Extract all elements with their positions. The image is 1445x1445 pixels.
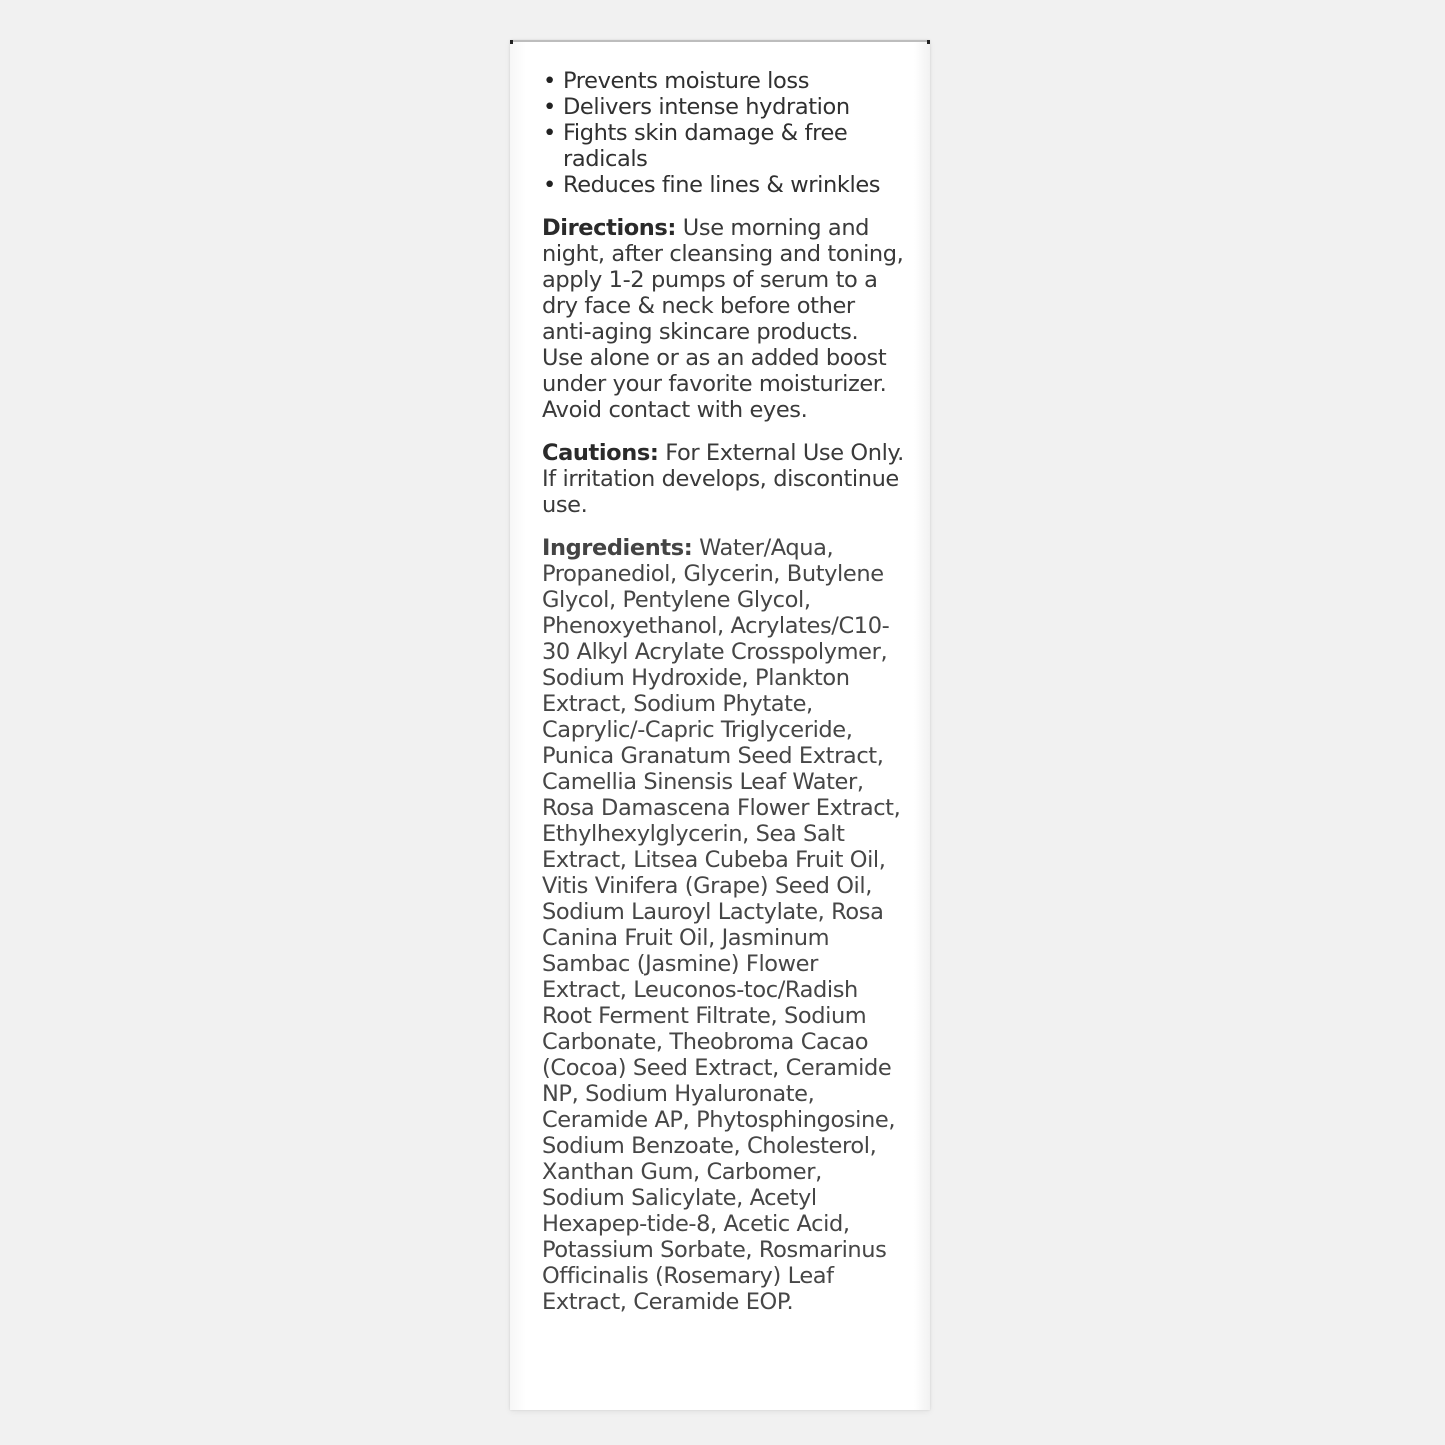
benefits-list [542,68,904,198]
benefit-item [542,120,904,172]
benefit-text: Fights skin damage & free radicals [563,120,848,172]
directions-heading: Directions: [542,215,677,241]
bullet-icon: • [543,94,556,120]
ingredients-section [542,535,904,1315]
cautions-body: For External Use Only. If irritation develops, discontinue use. [542,440,904,518]
benefit-item [542,68,904,94]
benefit-item [542,172,904,198]
ingredients-body: Water/Aqua, Propanediol, Glycerin, Butylene Glycol, Pentylene Glycol, Phenoxyethanol, Acrylates/C10-30 Alkyl Acrylate Crosspolymer, Sodium Hydroxide, Plankton Extract, Sodium Phytate, Caprylic/-Capric Triglyceride, Punica Granatum Seed Extract, Camellia Sinensis Leaf Water, Rosa Damascena Flower Extract, Ethylhexylglycerin, Sea Salt Extract, Litsea Cubeba Fruit Oil, Vitis Vinifera (Grape) Seed Oil, Sodium Lauroyl Lactylate, Rosa Canina Fruit Oil, Jasminum Sambac (Jasmine) Flower Extract, Leuconos-toc/Radish Root Ferment Filtrate, Sodium Carbonate, Theobroma Cacao (Cocoa) Seed Extract, Ceramide NP, Sodium Hyaluronate, Ceramide AP, Phytosphingosine, Sodium Benzoate, Cholesterol, Xanthan Gum, Carbomer, Sodium Salicylate, Acetyl Hexapep-tide-8, Acetic Acid, Potassium Sorbate, Rosmarinus Officinalis (Rosemary) Leaf Extract, Ceramide EOP. [542,535,901,1315]
bullet-icon: • [543,172,556,198]
cautions-heading: Cautions: [542,440,659,466]
bullet-icon: • [543,68,556,94]
box-corner-right [927,40,930,44]
benefit-text: Delivers intense hydration [563,94,850,120]
benefit-text: Prevents moisture loss [563,68,810,94]
benefit-text: Reduces fine lines & wrinkles [563,172,881,198]
box-corner-left [510,40,513,44]
product-box-side-panel [510,40,930,1410]
bullet-icon: • [543,120,556,146]
directions-body: Use morning and night, after cleansing and toning, apply 1-2 pumps of serum to a dry face & neck before other anti-aging skincare products. Use alone or as an added boost under your favorite moisturizer. Avoid contact with eyes. [542,215,904,423]
benefit-item [542,94,904,120]
directions-section [542,215,904,423]
cautions-section [542,440,904,518]
box-top-edge [510,40,930,42]
product-label-text [542,68,904,1315]
ingredients-heading: Ingredients: [542,535,693,561]
